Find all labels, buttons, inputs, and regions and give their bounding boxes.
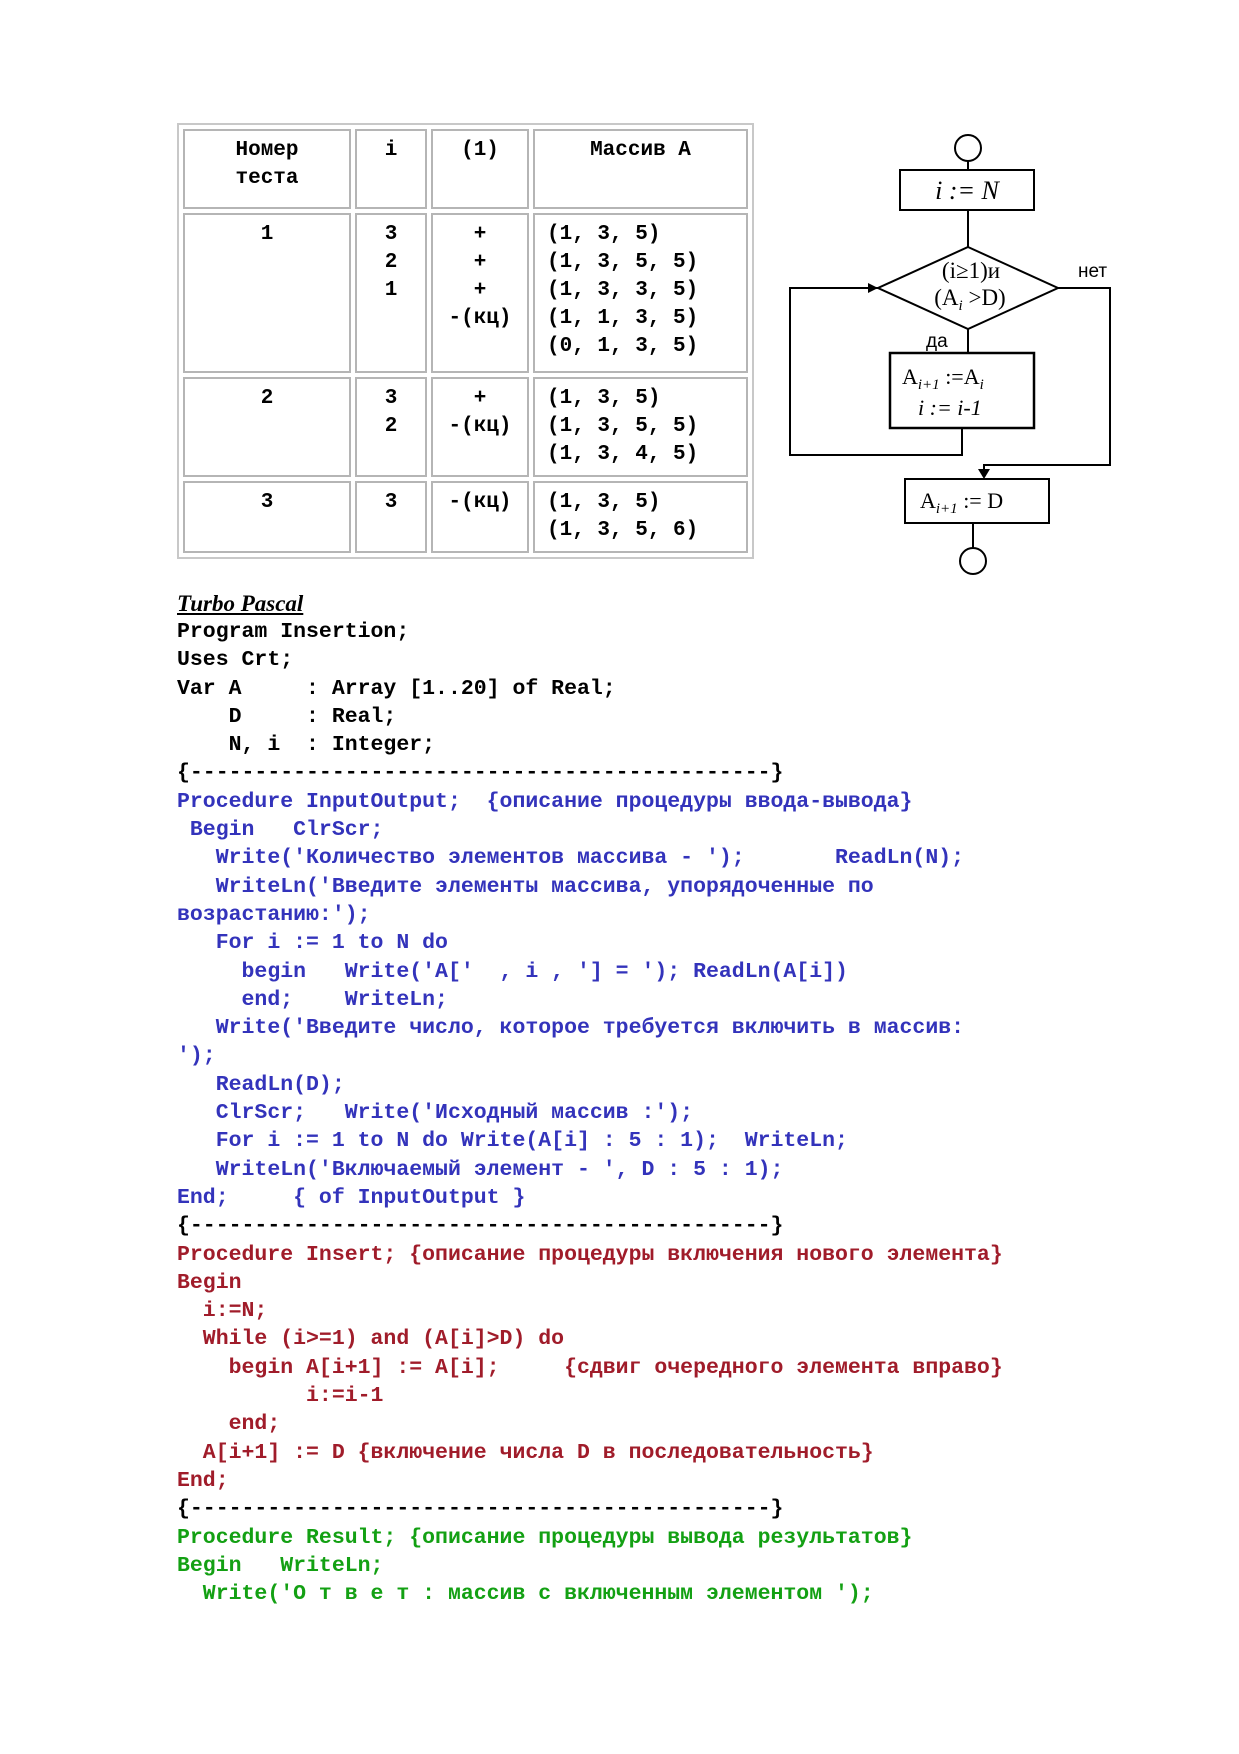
arrow-head	[868, 283, 878, 293]
condition-line2	[934, 285, 1005, 314]
code-line: WriteLn('Введите элементы массива, упорядоченные по	[177, 874, 874, 899]
cell-i-value: 3	[384, 491, 398, 514]
table-row	[183, 213, 748, 373]
cell-condition-value: + -(кц)	[448, 387, 512, 438]
cell-array	[533, 377, 748, 477]
condition-tail: >D)	[962, 285, 1006, 310]
header-i: i	[355, 129, 427, 209]
cell-array-value: (1, 3, 5) (1, 3, 5, 5) (1, 3, 4, 5)	[547, 387, 699, 466]
header-test-number	[183, 129, 351, 209]
cell-i	[355, 481, 427, 553]
body-sub2: i	[979, 377, 984, 393]
code-line: возрастанию:');	[177, 902, 371, 927]
code-line: i:=N;	[177, 1299, 268, 1324]
code-line: ReadLn(D);	[177, 1072, 345, 1097]
body-sub1: i+1	[917, 377, 940, 393]
cell-array	[533, 213, 748, 373]
code-line: Procedure InputOutput; {описание процедуры ввода-вывода}	[177, 789, 913, 814]
body-line1	[902, 364, 984, 393]
code-line: begin A[i+1] := A[i]; {сдвиг очередного элемента вправо}	[177, 1355, 1003, 1380]
cell-test-value: 1	[260, 223, 274, 246]
body-mid: :=A	[939, 364, 980, 389]
header-condition: (1)	[431, 129, 529, 209]
code-line: Begin WriteLn;	[177, 1553, 384, 1578]
code-line: {---------------------------------------------}	[177, 1214, 784, 1239]
cell-i	[355, 377, 427, 477]
trace-table	[177, 123, 754, 559]
condition-subscript: i	[958, 298, 963, 314]
body-a1: A	[902, 364, 918, 389]
code-line: Write('Введите число, которое требуется включить в массив:	[177, 1016, 965, 1041]
code-line: Program Insertion;	[177, 620, 410, 644]
cell-i-value: 3 2	[384, 387, 398, 438]
final-tail: := D	[957, 488, 1004, 513]
code-line: end; WriteLn;	[177, 987, 448, 1012]
final-sub: i+1	[935, 501, 958, 517]
condition-a: (A	[934, 285, 959, 310]
cell-array	[533, 481, 748, 553]
code-line: Uses Crt;	[177, 648, 294, 673]
end-terminal	[960, 548, 986, 574]
cell-test	[183, 213, 351, 373]
code-line: For i := 1 to N do	[177, 931, 448, 956]
code-line: Write('О т в е т : массив с включенным элементом ');	[177, 1582, 874, 1607]
arrow-head	[978, 469, 990, 479]
code-line: For i := 1 to N do Write(A[i] : 5 : 1); WriteLn;	[177, 1129, 848, 1154]
code-line: D : Real;	[177, 704, 397, 729]
final-block-text	[920, 488, 1003, 517]
code-listing	[177, 590, 1217, 1608]
table-header-row	[183, 129, 748, 209]
code-line: A[i+1] := D {включение числа D в последовательность}	[177, 1440, 874, 1465]
code-line: ClrScr; Write('Исходный массив :');	[177, 1101, 694, 1126]
code-line: {---------------------------------------------}	[177, 1497, 784, 1522]
cell-condition-value: + + + -(кц)	[448, 223, 512, 330]
init-block-text: i := N	[935, 176, 999, 205]
table-row	[183, 481, 748, 553]
header-test-number-text: Номер теста	[235, 139, 299, 190]
table-row	[183, 377, 748, 477]
code-line: Procedure Result; {описание процедуры вывода результатов}	[177, 1525, 913, 1550]
cell-test	[183, 481, 351, 553]
code-line: begin Write('A[' , i , '] = '); ReadLn(A[i])	[177, 959, 848, 984]
cell-test	[183, 377, 351, 477]
cell-condition-value: -(кц)	[448, 491, 512, 514]
language-title: Turbo Pascal	[177, 591, 304, 616]
label-yes: да	[926, 331, 948, 352]
code-line: i:=i-1	[177, 1384, 384, 1409]
label-no: нет	[1078, 261, 1108, 282]
code-line: End; { of InputOutput }	[177, 1185, 526, 1210]
code-line: Write('Количество элементов массива - '); ReadLn(N);	[177, 846, 965, 871]
code-line: Procedure Insert; {описание процедуры включения нового элемента}	[177, 1242, 1003, 1267]
code-line: end;	[177, 1412, 281, 1437]
cell-test-value: 3	[260, 491, 274, 514]
cell-test-value: 2	[260, 387, 274, 410]
code-line: ');	[177, 1044, 216, 1069]
code-line: Begin	[177, 1270, 242, 1295]
code-lines	[177, 618, 1217, 1608]
code-line: WriteLn('Включаемый элемент - ', D : 5 : 1);	[177, 1157, 784, 1182]
code-line: While (i>=1) and (A[i]>D) do	[177, 1327, 565, 1352]
code-line: {---------------------------------------------}	[177, 761, 784, 786]
code-line: Begin ClrScr;	[177, 818, 384, 843]
body-line2: i := i-1	[918, 395, 982, 420]
code-line: End;	[177, 1468, 229, 1493]
insertion-flowchart	[780, 125, 1130, 585]
cell-condition	[431, 481, 529, 553]
cell-condition	[431, 213, 529, 373]
cell-array-value: (1, 3, 5) (1, 3, 5, 6)	[547, 491, 699, 542]
cell-i	[355, 213, 427, 373]
code-line: N, i : Integer;	[177, 733, 436, 758]
cell-condition	[431, 377, 529, 477]
code-line: Var A : Array [1..20] of Real;	[177, 676, 616, 701]
start-terminal	[955, 135, 981, 161]
cell-array-value: (1, 3, 5) (1, 3, 5, 5) (1, 3, 3, 5) (1, 1, 3, 5) (0, 1, 3, 5)	[547, 223, 699, 358]
condition-line1: (i≥1)и	[941, 258, 1001, 283]
final-a: A	[920, 488, 936, 513]
header-array: Массив A	[533, 129, 748, 209]
cell-i-value: 3 2 1	[384, 223, 398, 302]
